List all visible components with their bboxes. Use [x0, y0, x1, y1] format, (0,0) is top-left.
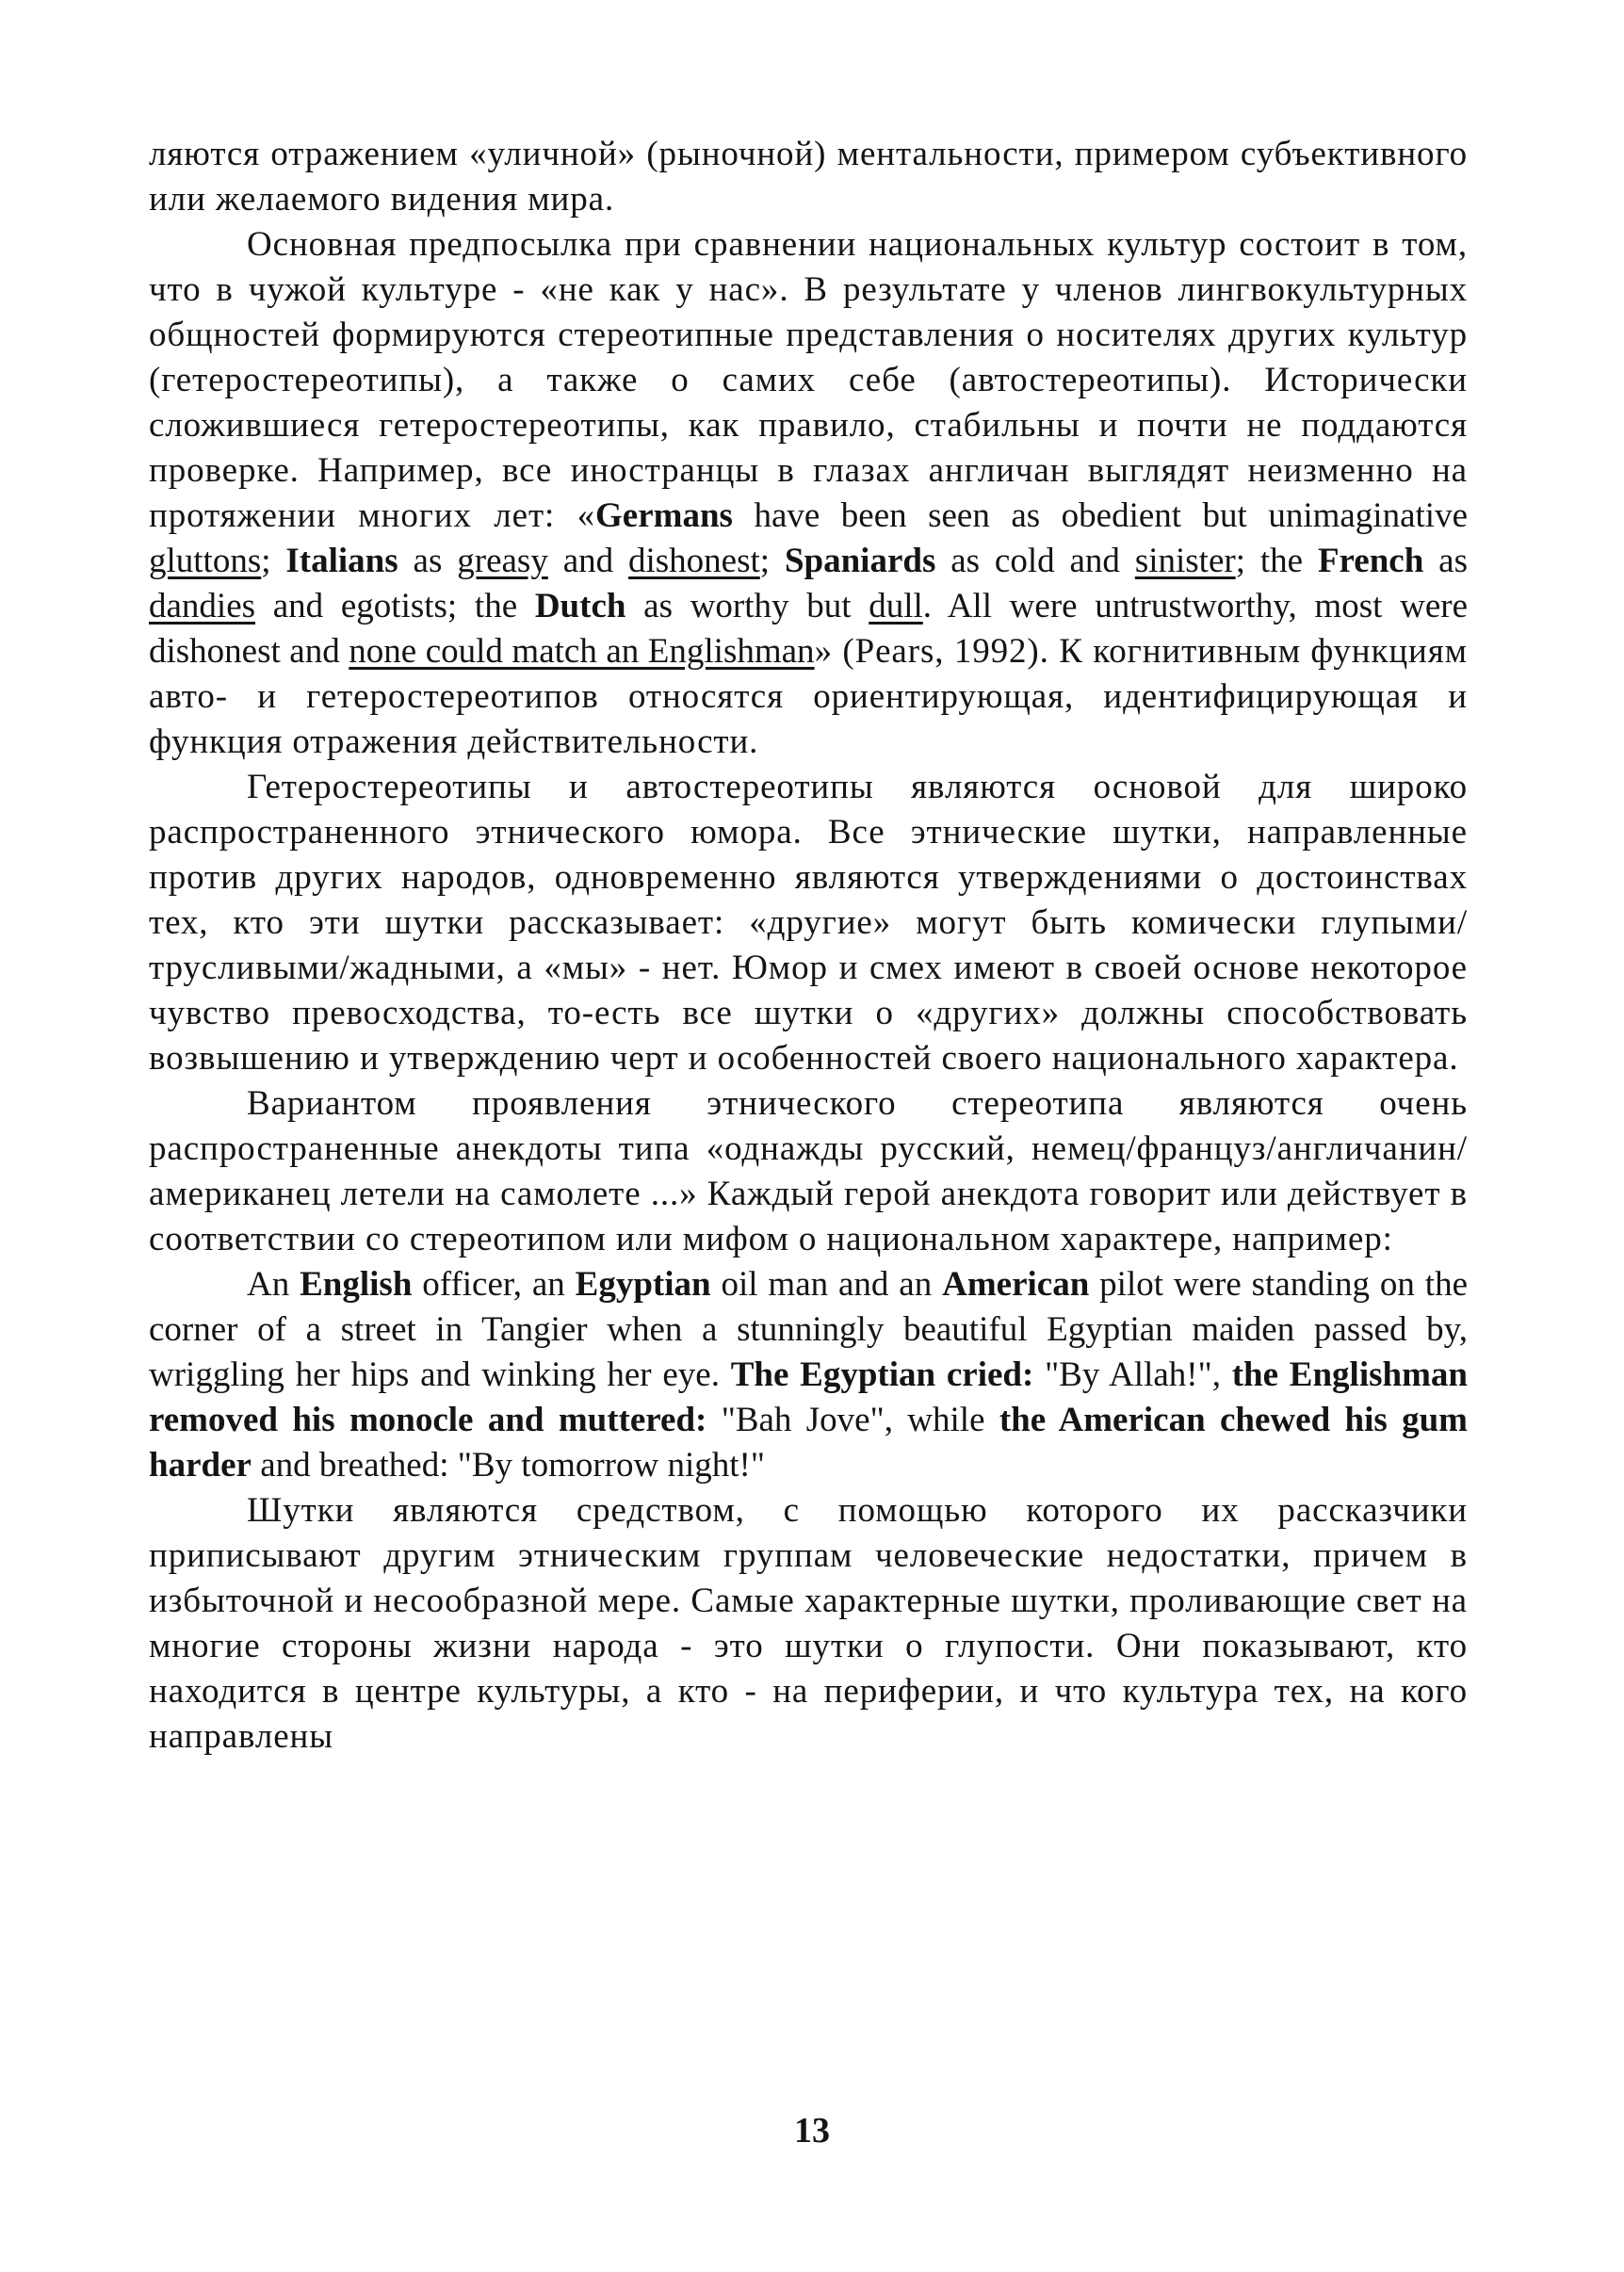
page-body — [149, 132, 1468, 1760]
text-run: dull — [869, 587, 923, 625]
text-run: English — [300, 1265, 413, 1304]
text-run: pilot were standing on the corner of a street in Tangier when a stunningly beautiful Egyptian maiden passed by, wriggling her hips and winking her eye. — [149, 1265, 1468, 1394]
text-run: as cold and — [935, 542, 1135, 580]
text-run: the Englishman removed his monocle and muttered: — [149, 1355, 1468, 1439]
text-run: French — [1317, 542, 1424, 580]
paragraph-4 — [149, 1081, 1468, 1262]
text-run: "Bah Jove", while — [706, 1401, 999, 1439]
text-run: Гетеростереотипы и автостереотипы являются основой для широко распространенного этнического юмора. Все этнические шутки, направленные против других народов, одновременно являются утверждениями о достоинствах тех, кто эти шутки рассказывает: «другие» могут быть комически глупыми/трусливыми/жадными, а «мы» - нет. Юмор и смех имеют в своей основе некоторое чувство превосходства, то-есть все шутки о «других» должны способствовать возвышению и утверждению черт и особенностей своего национального характера. — [149, 768, 1468, 1078]
text-run: have been seen as obedient but unimaginative — [732, 496, 1468, 535]
paragraph-joke-english — [149, 1262, 1468, 1488]
text-run: Egyptian — [575, 1265, 711, 1304]
text-run: as worthy but — [625, 587, 869, 625]
text-run: » (Pears, 1992). К когнитивным функциям авто- и гетеростереотипов относятся ориентирующая, идентифицирующая и функция отражения действительности. — [149, 632, 1468, 761]
paragraph-6 — [149, 1488, 1468, 1760]
text-run: dishonest — [628, 542, 760, 580]
text-run: Dutch — [534, 587, 626, 625]
page-number: 13 — [794, 2111, 830, 2150]
text-run: none could match an Englishman — [349, 632, 815, 671]
text-run: greasy — [457, 542, 548, 580]
text-run: and — [547, 542, 628, 580]
text-run: ляются отражением «уличной» (рыночной) ментальности, примером субъективного или желаемого видения мира. — [149, 135, 1468, 219]
text-run: Шутки являются средством, с помощью которого их рассказчики приписывают другим этническим группам человеческие недостатки, причем в избыточной и несообразной мере. Самые характерные шутки, проливающие свет на многие стороны жизни народа - это шутки о глупости. Они показывают, кто находится в центре культуры, а кто - на периферии, и что культура тех, на кого направлены — [149, 1491, 1468, 1756]
text-run: as — [398, 542, 458, 580]
paragraph-2 — [149, 222, 1468, 765]
text-run: Germans — [595, 496, 733, 535]
text-run: Вариантом проявления этнического стереотипа являются очень распространенные анекдоты типа «однажды русский, немец/француз/англичанин/американец летели на самолете ...» Каждый герой анекдота говорит или действует в соответствии со стереотипом или мифом о национальном характере, например: — [149, 1084, 1468, 1258]
text-run: . All were untrustworthy, most were dishonest and — [149, 587, 1468, 671]
text-run: dandies — [149, 587, 256, 625]
text-run: sinister — [1134, 542, 1236, 580]
text-run: Spaniards — [784, 542, 936, 580]
text-run: and egotists; the — [255, 587, 535, 625]
text-run: ; — [759, 542, 785, 580]
text-run: ; the — [1235, 542, 1318, 580]
text-run: "By Allah!", — [1033, 1355, 1232, 1394]
text-run: ; — [261, 542, 286, 580]
text-run: An — [247, 1265, 300, 1304]
text-run: gluttons — [149, 542, 262, 580]
text-run: The Egyptian cried: — [730, 1355, 1034, 1394]
text-run: American — [942, 1265, 1090, 1304]
text-run: Italians — [285, 542, 398, 580]
text-run: Основная предпосылка при сравнении национальных культур состоит в том, что в чужой культуре - «не как у нас». В результате у членов лингвокультурных общностей формируются стереотипные представления о носителях других культур (гетеростереотипы), а также о самих себе (автостереотипы). Исторически сложившиеся гетеростереотипы, как правило, стабильны и почти не поддаются проверке. Например, все иностранцы в глазах англичан выглядят неизменно на протяжении многих лет: « — [149, 225, 1468, 535]
paragraph-1 — [149, 132, 1468, 222]
text-run: oil man and an — [710, 1265, 943, 1304]
text-run: officer, an — [412, 1265, 576, 1304]
text-run: and breathed: "By tomorrow night!" — [251, 1446, 765, 1485]
text-run: the American chewed his gum harder — [149, 1401, 1468, 1485]
text-run: as — [1423, 542, 1468, 580]
paragraph-3 — [149, 765, 1468, 1081]
